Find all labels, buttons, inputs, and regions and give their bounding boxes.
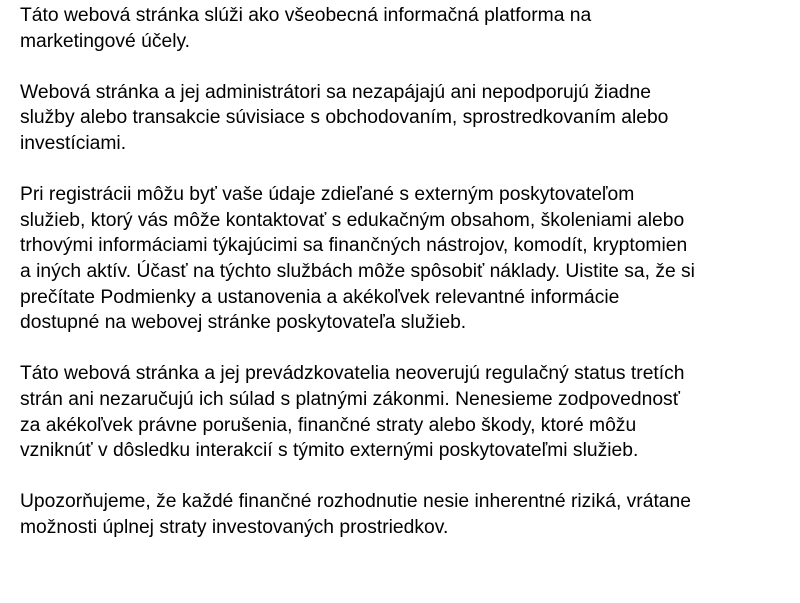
disclaimer-paragraph-third-party: Táto webová stránka a jej prevádzkovatelia neoverujú regulačný status tretích strán ani nezaručujú ich súlad s platnými zákonmi. Nenesieme zodpovednosť za akékoľvek právne porušenia, finančné straty alebo škody, ktoré môžu vzniknúť v dôsledku interakcií s týmito externými poskytovateľmi služieb. (20, 363, 685, 462)
disclaimer-text-block (20, 3, 790, 566)
disclaimer-paragraph-risk-warning: Upozorňujeme, že každé finančné rozhodnutie nesie inherentné riziká, vrátane možnosti úplnej straty investovaných prostriedkov. (20, 491, 691, 538)
disclaimer-paragraph-purpose: Táto webová stránka slúži ako všeobecná informačná platforma na marketingové účely. (20, 5, 592, 52)
disclaimer-paragraph-no-endorsement: Webová stránka a jej administrátori sa nezapájajú ani nepodporujú žiadne služby alebo transakcie súvisiace s obchodovaním, sprostredkovaním alebo investíciami. (20, 81, 669, 154)
disclaimer-paragraph-data-sharing: Pri registrácii môžu byť vaše údaje zdieľané s externým poskytovateľom služieb, ktorý vás môže kontaktovať s edukačným obsahom, školeniami alebo trhovými informáciami týkajúcimi sa finančných nástrojov, komodít, kryptomien a iných aktív. Účasť na týchto službách môže spôsobiť náklady. Uistite sa, že si prečítate Podmienky a ustanovenia a akékoľvek relevantné informácie dostupné na webovej stránke poskytovateľa služieb. (20, 184, 695, 334)
